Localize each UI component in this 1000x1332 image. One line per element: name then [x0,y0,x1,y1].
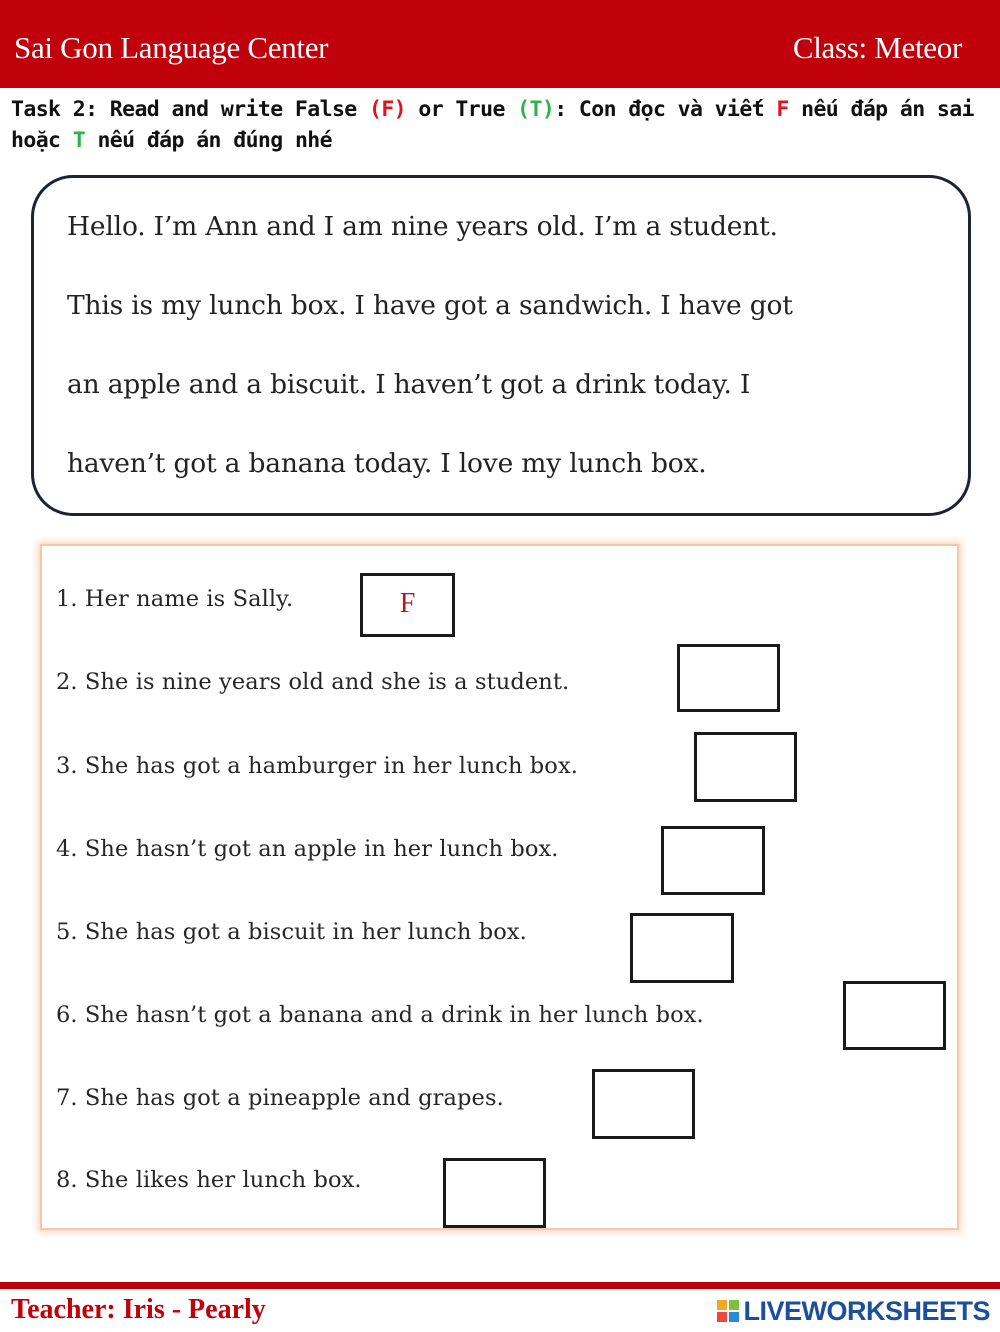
footer-divider [0,1282,1000,1289]
reading-passage-box [31,175,971,516]
f-letter: F [776,97,789,122]
header-bar [0,0,1000,88]
task-text-4: nếu đáp án sai hoặc [11,97,974,153]
task-text-5: nếu đáp án đúng nhé [85,128,332,153]
liveworksheets-logo-icon [717,1300,739,1322]
answer-box-2[interactable] [677,644,780,712]
class-label: Class: Meteor [792,30,962,65]
answer-box-5[interactable] [630,913,734,983]
t-letter: T [72,128,86,153]
passage-line: This is my lunch box. I have got a sandwich. I have got [67,290,793,321]
center-name: Sai Gon Language Center [14,30,329,65]
question-8-text: 8. She likes her lunch box. [56,1167,362,1193]
task-text-2: or True [406,97,518,122]
question-4-text: 4. She hasn’t got an apple in her lunch box. [56,836,559,862]
answer-box-8[interactable] [443,1158,546,1228]
task-text-1: Task 2: Read and write False [11,97,369,122]
passage-line: haven’t got a banana today. I love my lunch box. [67,448,707,479]
passage-line: Hello. I’m Ann and I am nine years old. I’m a student. [67,211,778,242]
false-marker: (F) [368,97,407,122]
task-instructions [11,94,991,156]
true-marker: (T) [517,97,555,122]
question-3-text: 3. She has got a hamburger in her lunch box. [56,753,578,779]
passage-line: an apple and a biscuit. I haven’t got a drink today. I [67,369,751,400]
teacher-name: Teacher: Iris - Pearly [11,1294,266,1325]
task-text-3: : Con đọc và viết [554,97,777,122]
question-5-text: 5. She has got a biscuit in her lunch box. [56,919,527,945]
question-6-text: 6. She hasn’t got a banana and a drink in her lunch box. [56,1002,704,1028]
questions-panel [40,544,959,1230]
answer-box-6[interactable] [843,981,946,1050]
answer-box-1[interactable]: F [360,573,455,637]
question-7-text: 7. She has got a pineapple and grapes. [56,1085,504,1111]
answer-box-7[interactable] [592,1069,695,1139]
brand-text: LIVEWORKSHEETS [743,1295,990,1326]
answer-box-3[interactable] [694,732,797,802]
liveworksheets-brand[interactable] [717,1296,990,1326]
question-1-text: 1. Her name is Sally. [56,586,294,612]
question-2-text: 2. She is nine years old and she is a student. [56,669,570,695]
answer-box-4[interactable] [661,826,765,895]
